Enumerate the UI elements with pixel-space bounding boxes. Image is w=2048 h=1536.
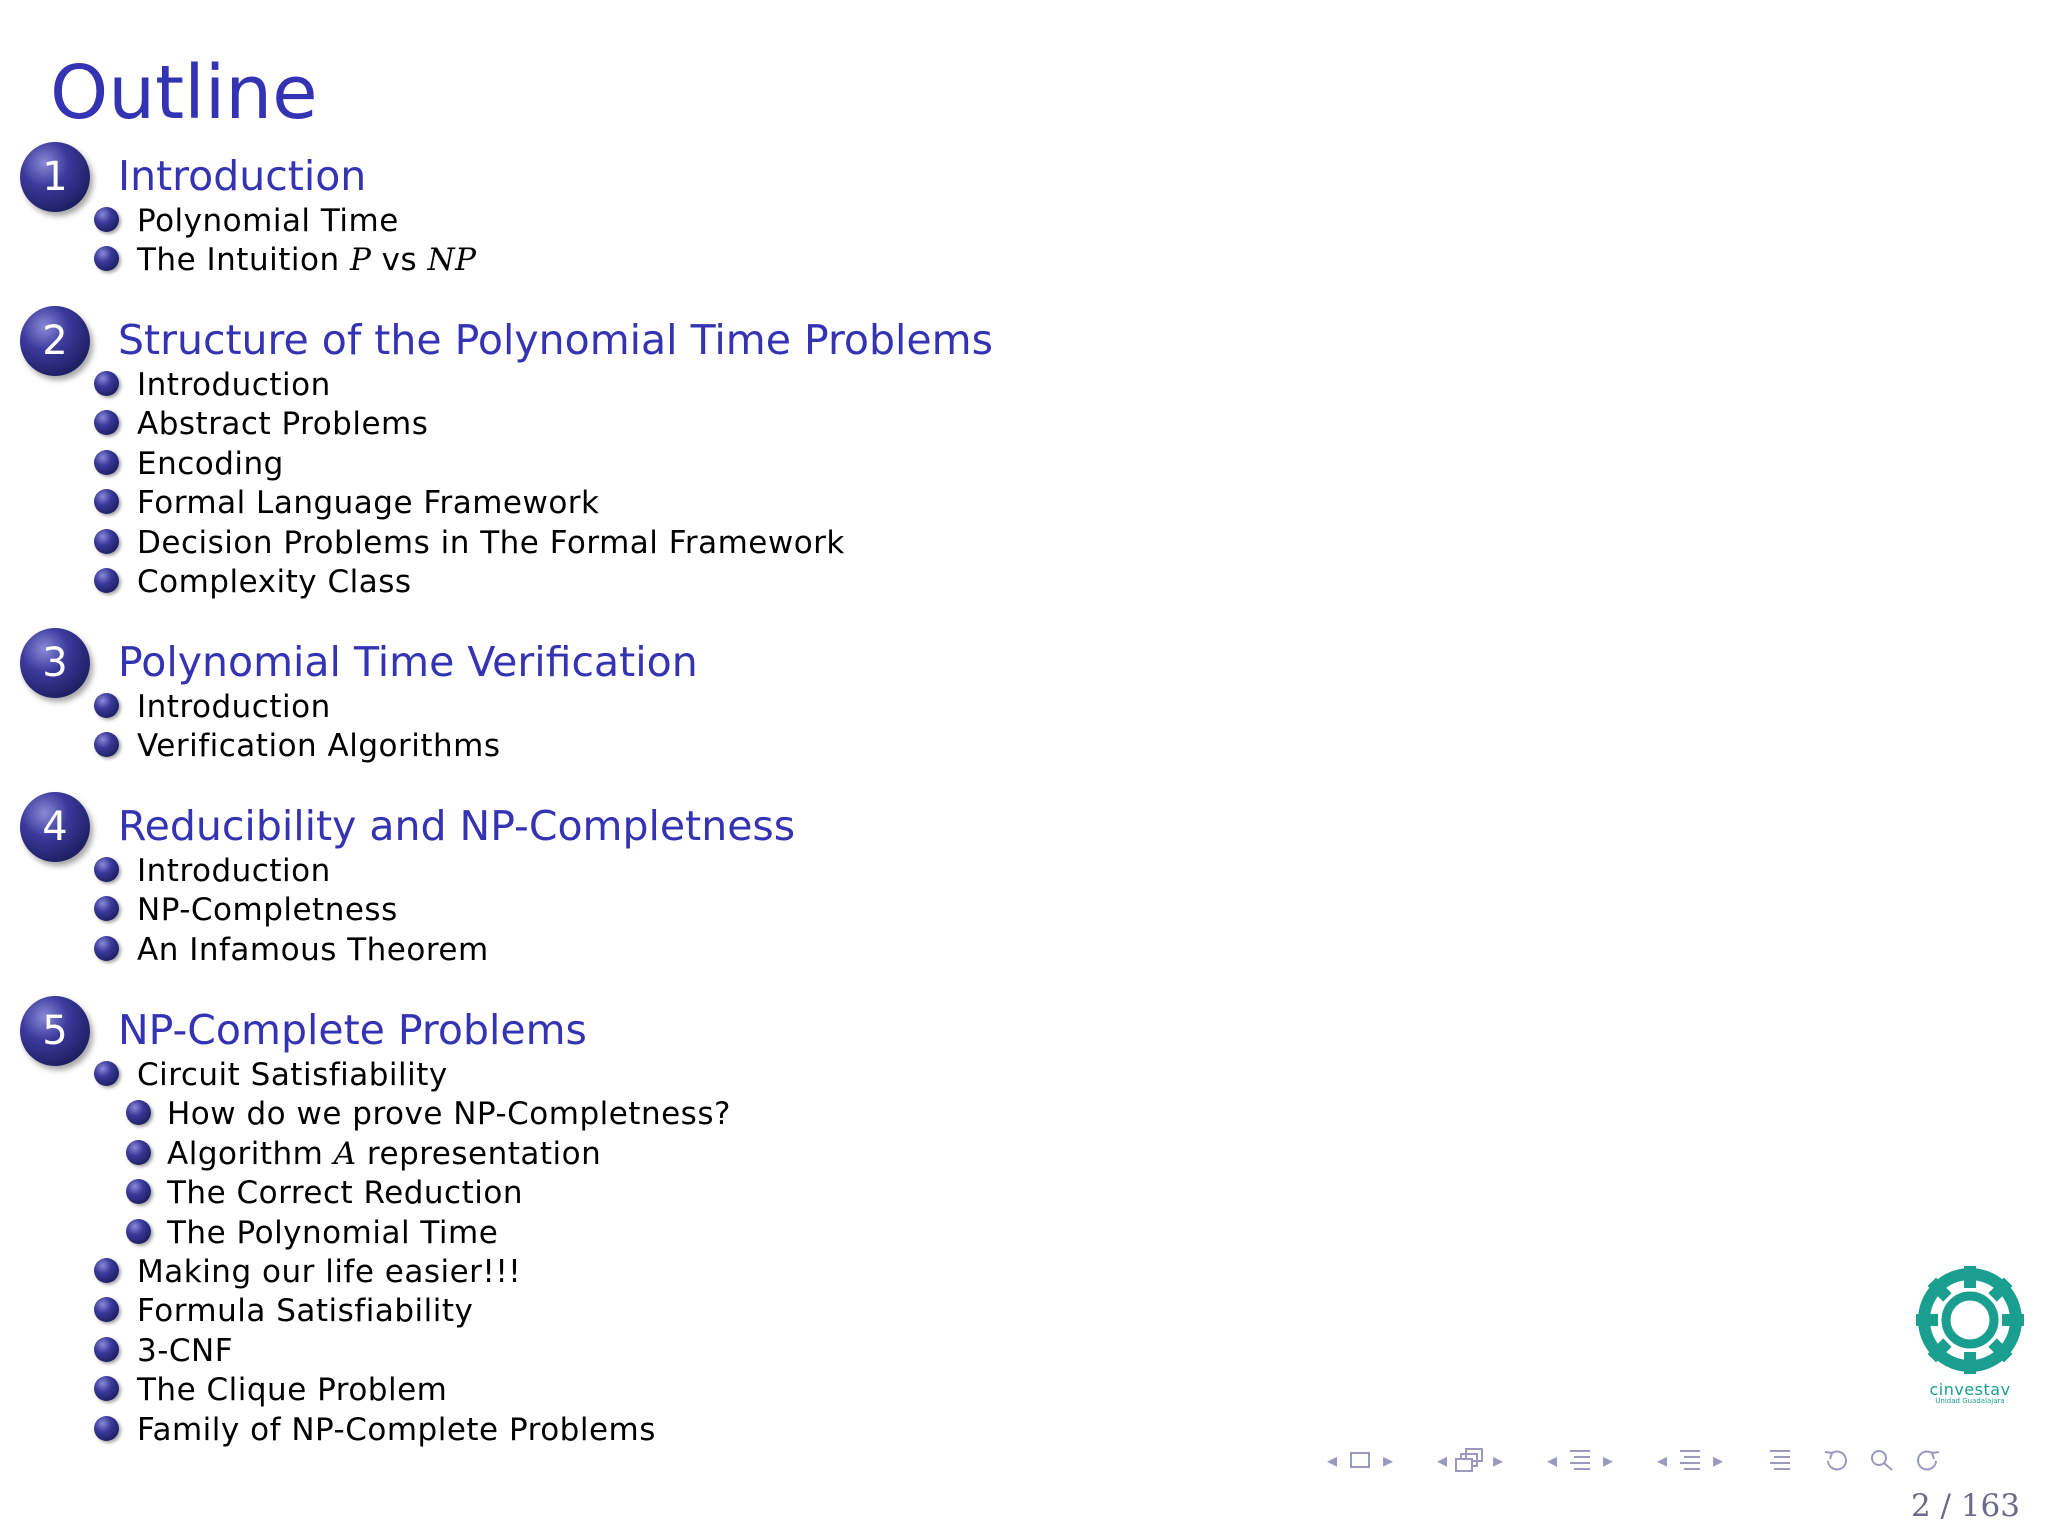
subsection-nav-group <box>1542 1445 1618 1475</box>
section-number-badge: 4 <box>20 792 90 862</box>
search-icon[interactable] <box>1864 1445 1900 1475</box>
section-number-badge: 3 <box>20 628 90 698</box>
section-number-badge: 5 <box>20 996 90 1066</box>
arrow-right-icon[interactable]: ▸ <box>1382 1448 1394 1472</box>
bullet-icon <box>94 489 119 514</box>
subsection-label: Decision Problems in The Formal Framework <box>137 524 845 561</box>
subsection-icon[interactable] <box>1562 1445 1598 1475</box>
arrow-right-icon[interactable]: ▸ <box>1602 1448 1614 1472</box>
arrow-left-icon[interactable]: ◂ <box>1326 1448 1338 1472</box>
arrow-left-icon[interactable]: ◂ <box>1546 1448 1558 1472</box>
page-number: 2 / 163 <box>1910 1488 2020 1524</box>
bullet-icon <box>94 857 119 882</box>
bullet-icon <box>126 1140 151 1165</box>
subsection-label: Verification Algorithms <box>137 728 501 765</box>
section-title[interactable]: Introduction <box>118 152 367 200</box>
bullet-icon <box>94 1416 119 1441</box>
bullet-icon <box>94 732 119 757</box>
subsection-label: Formal Language Framework <box>137 485 600 522</box>
section-title[interactable]: Reducibility and NP-Completness <box>118 802 796 850</box>
subsubsection-label: How do we prove NP-Completness? <box>167 1096 731 1133</box>
bullet-icon <box>126 1219 151 1244</box>
undo-icon[interactable] <box>1818 1445 1854 1475</box>
bullet-icon <box>94 410 119 435</box>
redo-icon[interactable] <box>1910 1445 1946 1475</box>
subsection-label: NP-Completness <box>137 892 398 929</box>
search-undo-group <box>1818 1445 1946 1475</box>
bullet-icon <box>94 1297 119 1322</box>
subsection-label: Abstract Problems <box>137 406 429 443</box>
arrow-left-icon[interactable]: ◂ <box>1656 1448 1668 1472</box>
arrow-right-icon[interactable]: ▸ <box>1492 1448 1504 1472</box>
cinvestav-logo <box>1908 1262 2032 1386</box>
section-number-badge: 1 <box>20 142 90 212</box>
section-nav-group <box>1652 1445 1728 1475</box>
subsection-label: Introduction <box>137 367 331 403</box>
subsection-label: Formula Satisfiability <box>137 1293 474 1330</box>
bullet-icon <box>94 207 119 232</box>
subsection-label: 3-CNF <box>137 1332 234 1369</box>
subsection-label: Family of NP-Complete Problems <box>137 1411 656 1448</box>
arrow-right-icon[interactable]: ▸ <box>1712 1448 1724 1472</box>
align-icon[interactable] <box>1762 1445 1798 1475</box>
logo-subtext: Unidad Guadalajara <box>1935 1397 2005 1405</box>
slide-title: Outline <box>50 50 318 136</box>
bullet-icon <box>94 936 119 961</box>
arrow-left-icon[interactable]: ◂ <box>1436 1448 1448 1472</box>
subsubsection-label: The Polynomial Time <box>167 1214 499 1251</box>
subsection-label: Circuit Satisfiability <box>137 1057 448 1093</box>
logo-wordmark: cinvestav <box>1929 1380 2011 1399</box>
section-title[interactable]: Structure of the Polynomial Time Problems <box>118 316 993 364</box>
frame-icon[interactable] <box>1342 1445 1378 1475</box>
subsection-label: Polynomial Time <box>137 203 399 239</box>
bullet-icon <box>94 693 119 718</box>
bullet-icon <box>94 1337 119 1362</box>
subsection-label: Introduction <box>137 689 331 725</box>
section-title[interactable]: Polynomial Time Verification <box>118 638 698 686</box>
subsection-label: The Clique Problem <box>137 1372 448 1409</box>
frame-nav-group <box>1322 1445 1398 1475</box>
bullet-icon <box>94 371 119 396</box>
frames-stack-icon[interactable] <box>1452 1445 1488 1475</box>
bullet-icon <box>126 1100 151 1125</box>
section-number-badge: 2 <box>20 306 90 376</box>
section-icon[interactable] <box>1672 1445 1708 1475</box>
bullet-icon <box>94 1376 119 1401</box>
bullet-icon <box>94 568 119 593</box>
subsection-label: Making our life easier!!! <box>137 1253 522 1290</box>
bullet-icon <box>94 529 119 554</box>
subsection-label: Encoding <box>137 445 284 482</box>
bullet-icon <box>94 450 119 475</box>
subsection-frames-nav-group <box>1432 1445 1508 1475</box>
section-title[interactable]: NP-Complete Problems <box>118 1006 587 1054</box>
bullet-icon <box>126 1179 151 1204</box>
subsubsection-label: Algorithm A representation <box>167 1135 602 1172</box>
bullet-icon <box>94 246 119 271</box>
subsection-label: Introduction <box>137 853 331 889</box>
bullet-icon <box>94 1061 119 1086</box>
bullet-icon <box>94 1258 119 1283</box>
bullet-icon <box>94 896 119 921</box>
subsubsection-label: The Correct Reduction <box>167 1175 523 1212</box>
subsection-label: The Intuition P vs NP <box>137 242 477 279</box>
subsection-label: An Infamous Theorem <box>137 931 489 968</box>
beamer-navigation-bar <box>1322 1444 1946 1476</box>
subsection-label: Complexity Class <box>137 563 412 600</box>
